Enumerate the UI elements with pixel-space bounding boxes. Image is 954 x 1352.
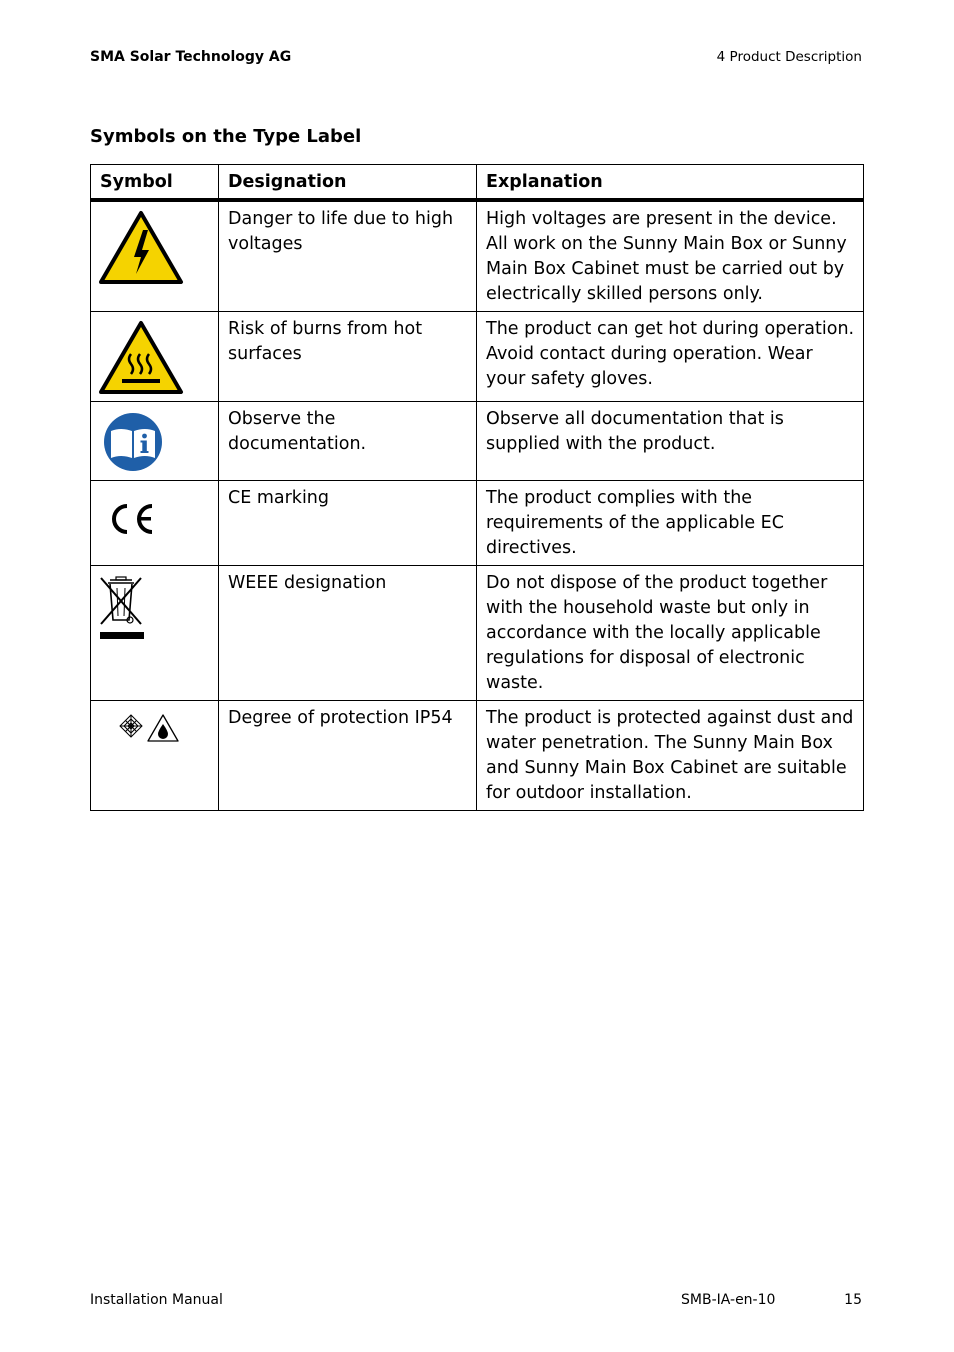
designation-cell: WEEE designation xyxy=(219,566,477,701)
table-row xyxy=(91,701,864,811)
column-header-explanation: Explanation xyxy=(477,165,864,201)
symbol-cell xyxy=(91,701,219,811)
symbol-cell xyxy=(91,402,219,481)
high-voltage-warning-icon xyxy=(98,210,184,286)
page-title: Symbols on the Type Label xyxy=(90,126,362,147)
ip54-protection-icon xyxy=(118,713,180,743)
explanation-cell: Do not dispose of the product together with the household waste but only in accordance with the locally applicable regulations for disposal of electronic waste. xyxy=(477,566,864,701)
table-row xyxy=(91,200,864,312)
explanation-cell: The product can get hot during operation. Avoid contact during operation. Wear your safety gloves. xyxy=(477,312,864,402)
table-row xyxy=(91,481,864,566)
column-header-symbol: Symbol xyxy=(91,165,219,201)
hot-surface-warning-icon xyxy=(98,320,184,396)
table-header-row xyxy=(91,165,864,201)
footer-doc-type: Installation Manual xyxy=(90,1292,223,1308)
table-row xyxy=(91,312,864,402)
page-number: 15 xyxy=(844,1292,862,1308)
symbol-cell xyxy=(91,566,219,701)
explanation-cell: The product is protected against dust and water penetration. The Sunny Main Box and Sunny Main Box Cabinet are suitable for outdoor installation. xyxy=(477,701,864,811)
table-row xyxy=(91,402,864,481)
explanation-cell: Observe all documentation that is supplied with the product. xyxy=(477,402,864,481)
designation-cell: Risk of burns from hot surfaces xyxy=(219,312,477,402)
table-row xyxy=(91,566,864,701)
ce-marking-icon xyxy=(108,502,156,536)
designation-cell: CE marking xyxy=(219,481,477,566)
designation-cell: Observe the documentation. xyxy=(219,402,477,481)
footer-doc-code: SMB-IA-en-10 xyxy=(681,1292,776,1308)
symbol-cell xyxy=(91,481,219,566)
explanation-cell: The product complies with the requirements of the applicable EC directives. xyxy=(477,481,864,566)
column-header-designation: Designation xyxy=(219,165,477,201)
explanation-cell: High voltages are present in the device. All work on the Sunny Main Box or Sunny Main Box Cabinet must be carried out by electrically skilled persons only. xyxy=(477,200,864,312)
section-heading: 4 Product Description xyxy=(716,49,862,65)
designation-cell: Degree of protection IP54 xyxy=(219,701,477,811)
weee-bin-icon xyxy=(98,574,146,642)
symbols-table xyxy=(90,164,864,811)
symbol-cell xyxy=(91,312,219,402)
observe-documentation-icon xyxy=(103,412,163,472)
company-name: SMA Solar Technology AG xyxy=(90,49,292,65)
designation-cell: Danger to life due to high voltages xyxy=(219,200,477,312)
symbol-cell xyxy=(91,200,219,312)
